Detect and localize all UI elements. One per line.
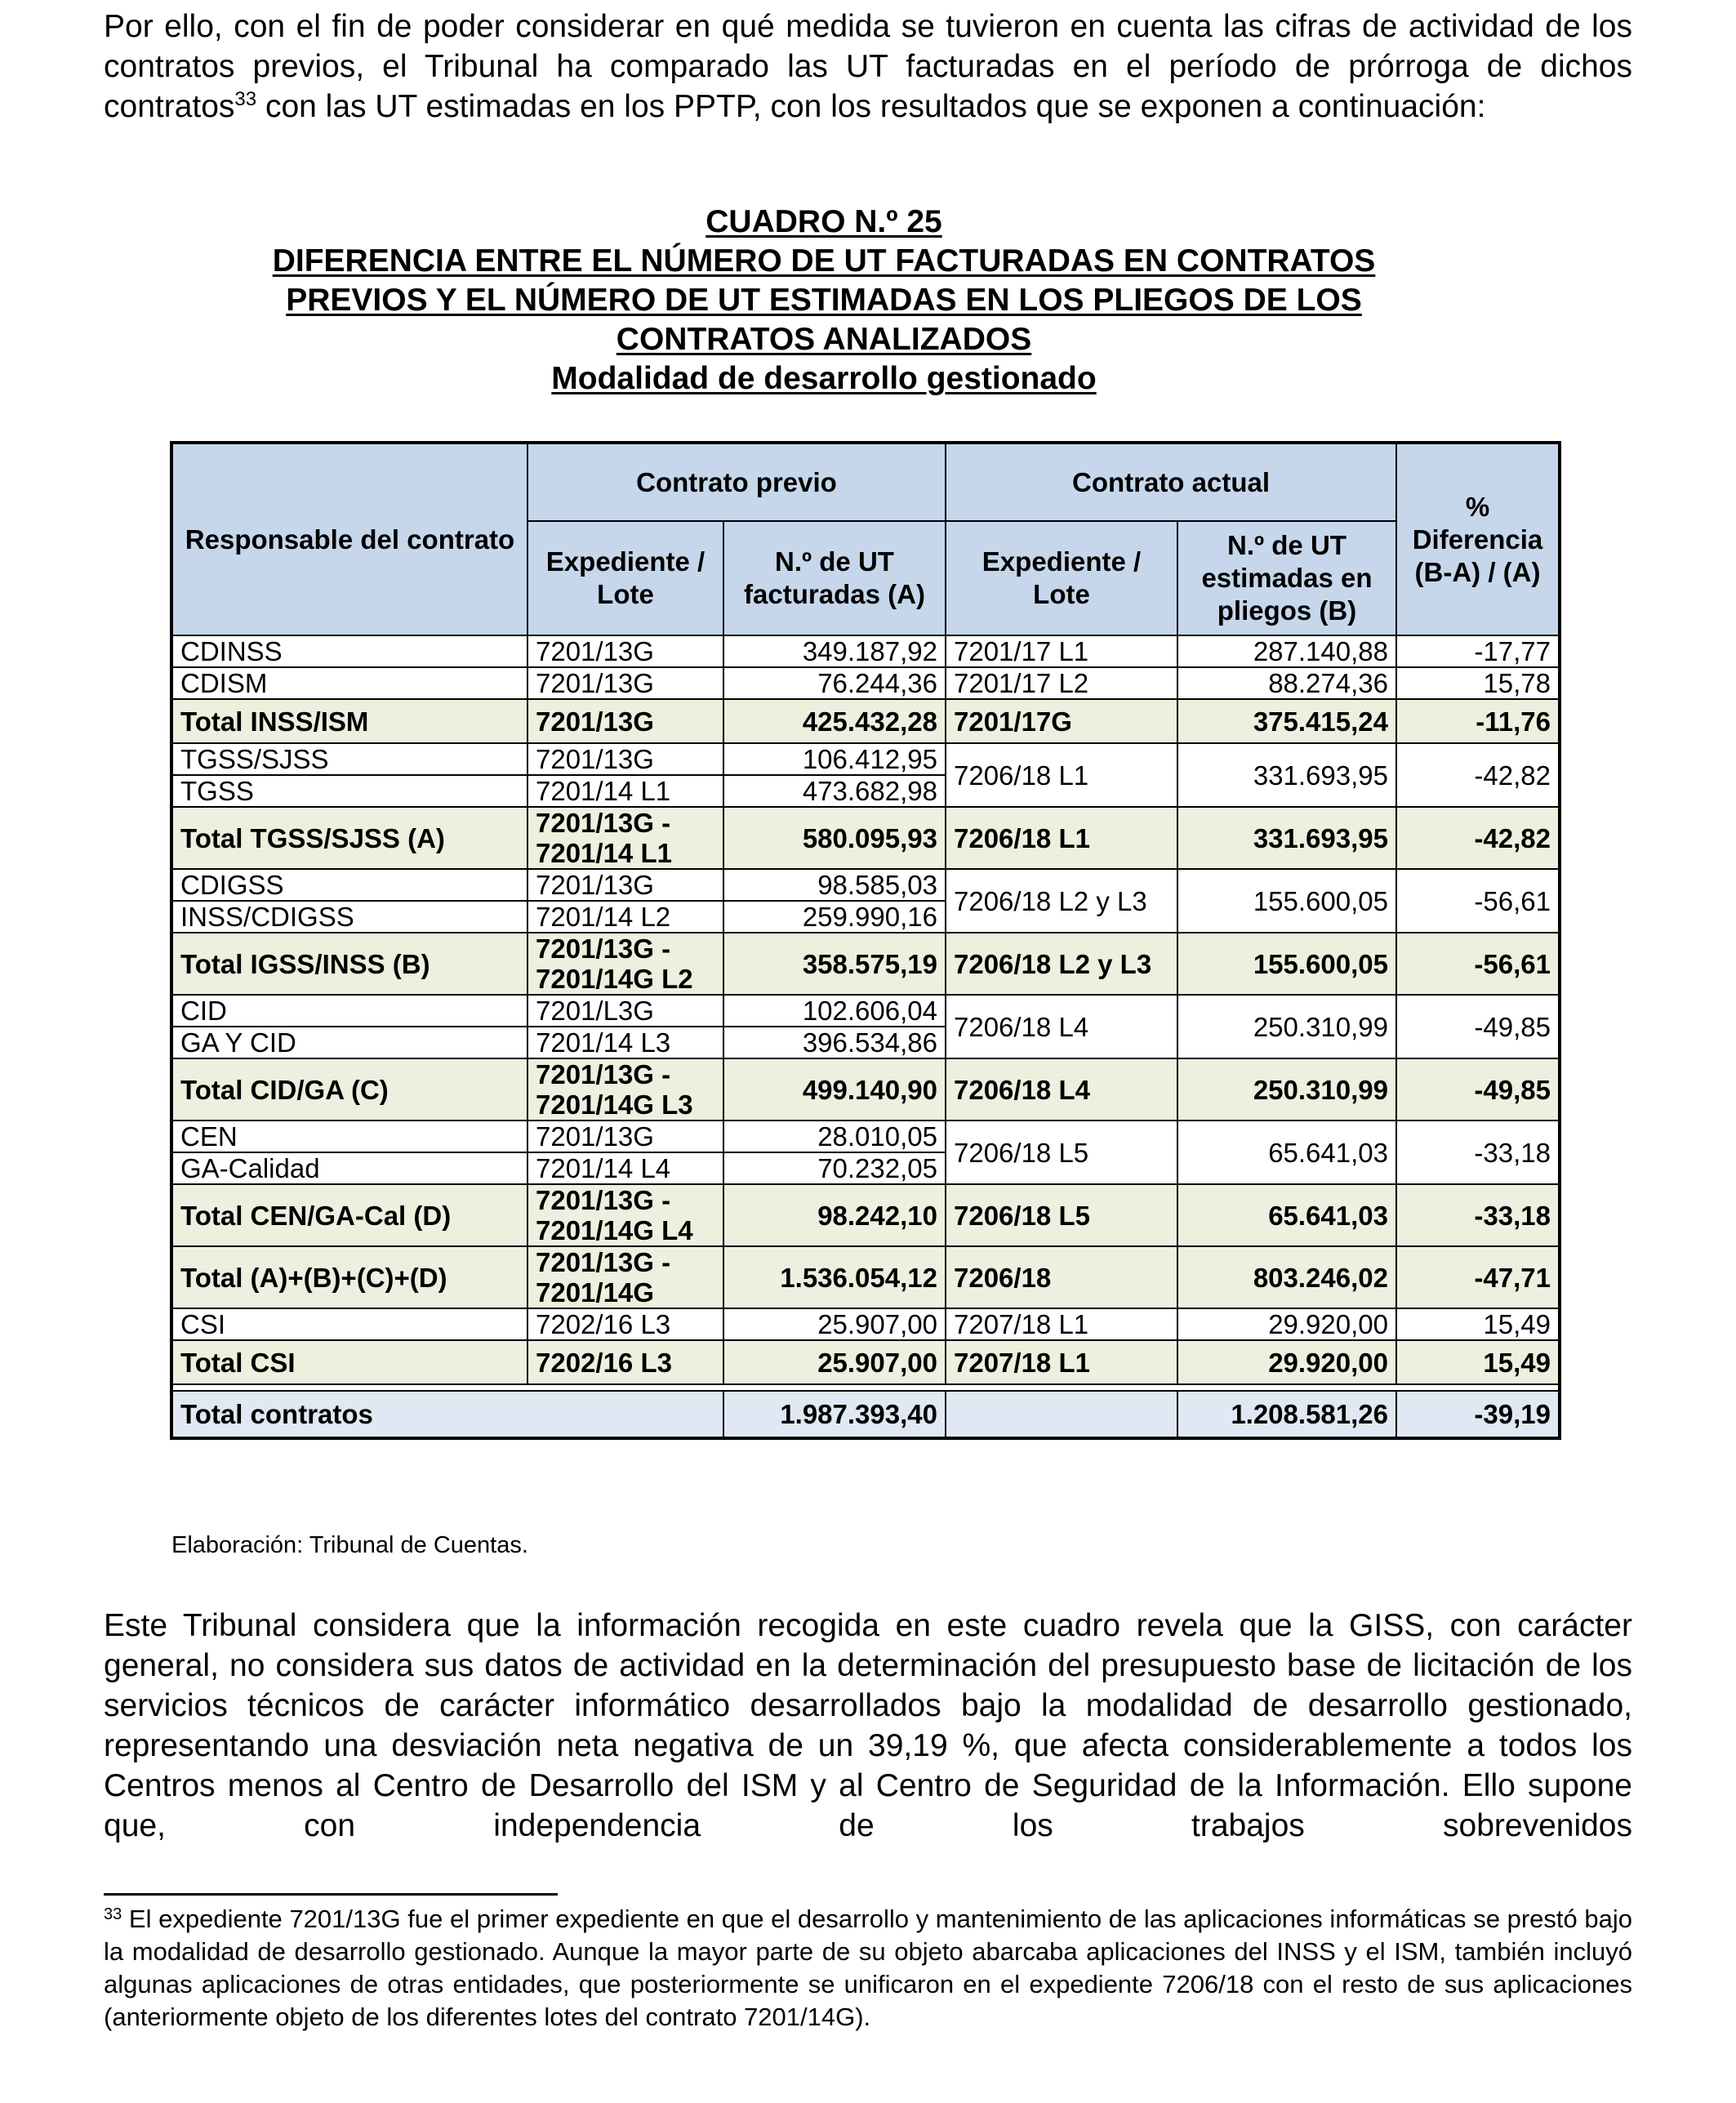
cell-ut-b: 331.693,95	[1177, 743, 1396, 807]
cell-expediente: 7201/13G	[527, 743, 723, 775]
cell-expediente: 7201/13G	[527, 667, 723, 699]
table-row	[171, 635, 1560, 667]
footnote-number: 33	[104, 1905, 122, 1923]
cell-responsable: Total (A)+(B)+(C)+(D)	[171, 1246, 527, 1308]
table-separator	[171, 1384, 1560, 1391]
cell-diferencia: -49,85	[1396, 1058, 1560, 1121]
cell-diferencia: -49,85	[1396, 995, 1560, 1058]
cell-responsable: CID	[171, 995, 527, 1027]
cell-responsable: Total contratos	[171, 1391, 723, 1438]
cell-expediente-b: 7206/18 L1	[946, 807, 1177, 869]
cell-ut-a: 473.682,98	[723, 775, 946, 807]
footnote-text: El expediente 7201/13G fue el primer expediente en que el desarrollo y mantenimiento de las aplicaciones informáticas se prestó bajo la modalidad de desarrollo gestionado. Aunque la mayor parte de su objeto abarcaba aplicaciones del INSS y el ISM, también incluyó algunas aplicaciones de otras entidades, que posteriormente se unificaron en el expediente 7206/18 con el resto de sus aplicaciones (anteriormente objeto de los diferentes lotes del contrato 7201/14G).	[104, 1905, 1632, 2031]
cell-responsable: Total CEN/GA-Cal (D)	[171, 1184, 527, 1246]
cell-diferencia: -39,19	[1396, 1391, 1560, 1438]
cell-diferencia: -33,18	[1396, 1121, 1560, 1184]
cell-expediente-b: 7206/18	[946, 1246, 1177, 1308]
cell-ut-a: 358.575,19	[723, 933, 946, 995]
cell-ut-b: 65.641,03	[1177, 1184, 1396, 1246]
cell-ut-a: 98.242,10	[723, 1184, 946, 1246]
cell-diferencia: -56,61	[1396, 869, 1560, 933]
table-row	[171, 1121, 1560, 1152]
cell-responsable: Total CID/GA (C)	[171, 1058, 527, 1121]
footnote-ref[interactable]: 33	[234, 88, 257, 110]
cell-responsable: TGSS	[171, 775, 527, 807]
cell-ut-b: 88.274,36	[1177, 667, 1396, 699]
table-row-total	[171, 699, 1560, 743]
table-row-total	[171, 1340, 1560, 1384]
separator-cell	[171, 1384, 1560, 1391]
cell-expediente: 7201/13G	[527, 1121, 723, 1152]
cell-expediente: 7201/13G - 7201/14G L4	[527, 1184, 723, 1246]
cell-expediente: 7201/14 L2	[527, 901, 723, 933]
cell-expediente: 7201/13G	[527, 699, 723, 743]
cell-responsable: Total INSS/ISM	[171, 699, 527, 743]
cell-ut-a: 425.432,28	[723, 699, 946, 743]
cell-ut-a: 28.010,05	[723, 1121, 946, 1152]
table-row-total	[171, 1184, 1560, 1246]
cell-ut-a: 1.987.393,40	[723, 1391, 946, 1438]
cell-expediente-b: 7201/17G	[946, 699, 1177, 743]
data-table-wrapper	[170, 441, 1558, 1440]
table-title-line: CONTRATOS ANALIZADOS	[616, 322, 1032, 357]
table-title-line: PREVIOS Y EL NÚMERO DE UT ESTIMADAS EN LOS PLIEGOS DE LOS	[286, 283, 1362, 318]
table-title	[0, 203, 1648, 399]
cell-diferencia: -17,77	[1396, 635, 1560, 667]
cell-responsable: CDISM	[171, 667, 527, 699]
header-contrato-previo: Contrato previo	[527, 443, 946, 521]
cell-expediente: 7201/13G - 7201/14G L2	[527, 933, 723, 995]
cell-responsable: GA-Calidad	[171, 1152, 527, 1184]
header-ut-estimadas: N.º de UT estimadas en pliegos (B)	[1177, 521, 1396, 635]
cell-responsable: INSS/CDIGSS	[171, 901, 527, 933]
cell-responsable: CSI	[171, 1308, 527, 1340]
cell-expediente-b: 7206/18 L5	[946, 1121, 1177, 1184]
table-subtitle: Modalidad de desarrollo gestionado	[551, 361, 1097, 396]
cell-expediente-b	[946, 1391, 1177, 1438]
cell-expediente: 7201/13G	[527, 635, 723, 667]
cell-responsable: GA Y CID	[171, 1027, 527, 1058]
cell-responsable: CDINSS	[171, 635, 527, 667]
cell-responsable: TGSS/SJSS	[171, 743, 527, 775]
cell-responsable: Total TGSS/SJSS (A)	[171, 807, 527, 869]
cell-expediente: 7201/L3G	[527, 995, 723, 1027]
table-title-line: DIFERENCIA ENTRE EL NÚMERO DE UT FACTURADAS EN CONTRATOS	[272, 243, 1376, 278]
data-table	[170, 441, 1561, 1440]
cell-expediente: 7201/13G - 7201/14G L3	[527, 1058, 723, 1121]
header-contrato-actual: Contrato actual	[946, 443, 1396, 521]
cell-ut-a: 396.534,86	[723, 1027, 946, 1058]
body-paragraph: Este Tribunal considera que la información recogida en este cuadro revela que la GISS, con carácter general, no considera sus datos de actividad en la determinación del presupuesto base de licitación de los servicios técnicos de carácter informático desarrollados bajo la modalidad de desarrollo gestionado, representando una desviación neta negativa de un 39,19 %, que afecta considerablemente a todos los Centros menos al Centro de Desarrollo del ISM y al Centro de Seguridad de la Información. Ello supone que, con independencia de los trabajos sobrevenidos	[104, 1608, 1632, 1843]
cell-expediente: 7201/14 L3	[527, 1027, 723, 1058]
table-row	[171, 869, 1560, 901]
cell-ut-a: 98.585,03	[723, 869, 946, 901]
cell-ut-a: 76.244,36	[723, 667, 946, 699]
cell-ut-b: 1.208.581,26	[1177, 1391, 1396, 1438]
cell-expediente-b: 7201/17 L1	[946, 635, 1177, 667]
source-note: Elaboración: Tribunal de Cuentas.	[171, 1532, 528, 1558]
cell-responsable: CDIGSS	[171, 869, 527, 901]
cell-ut-b: 331.693,95	[1177, 807, 1396, 869]
cell-ut-a: 349.187,92	[723, 635, 946, 667]
header-expediente-previo: Expediente / Lote	[527, 521, 723, 635]
cell-expediente-b: 7206/18 L2 y L3	[946, 933, 1177, 995]
intro-paragraph	[104, 7, 1632, 127]
cell-expediente: 7201/14 L1	[527, 775, 723, 807]
cell-expediente-b: 7206/18 L4	[946, 1058, 1177, 1121]
footnote-divider	[104, 1893, 558, 1896]
header-expediente-actual: Expediente / Lote	[946, 521, 1177, 635]
table-row	[171, 995, 1560, 1027]
cell-ut-a: 1.536.054,12	[723, 1246, 946, 1308]
intro-text-end: con las UT estimadas en los PPTP, con los resultados que se exponen a continuación:	[256, 89, 1486, 124]
cell-diferencia: -47,71	[1396, 1246, 1560, 1308]
cell-expediente-b: 7206/18 L4	[946, 995, 1177, 1058]
cell-responsable: Total CSI	[171, 1340, 527, 1384]
cell-expediente: 7202/16 L3	[527, 1340, 723, 1384]
cell-ut-a: 580.095,93	[723, 807, 946, 869]
cell-expediente-b: 7201/17 L2	[946, 667, 1177, 699]
table-row-total	[171, 1246, 1560, 1308]
cell-diferencia: -11,76	[1396, 699, 1560, 743]
cell-expediente-b: 7207/18 L1	[946, 1340, 1177, 1384]
cell-ut-a: 102.606,04	[723, 995, 946, 1027]
cell-expediente: 7201/13G - 7201/14G	[527, 1246, 723, 1308]
table-row-total	[171, 807, 1560, 869]
cell-responsable: CEN	[171, 1121, 527, 1152]
intro-text: Por ello, con el fin de poder considerar en qué medida se tuvieron en cuenta las cifras de actividad de los contratos previos, el Tribunal ha comparado las UT facturadas en el período de prórroga de dichos contratos	[104, 9, 1632, 124]
cell-diferencia: -42,82	[1396, 743, 1560, 807]
header-responsable: Responsable del contrato	[171, 443, 527, 635]
table-row-total	[171, 1058, 1560, 1121]
cell-ut-b: 155.600,05	[1177, 869, 1396, 933]
cell-ut-b: 155.600,05	[1177, 933, 1396, 995]
table-row	[171, 667, 1560, 699]
cell-diferencia: 15,49	[1396, 1308, 1560, 1340]
cell-ut-b: 29.920,00	[1177, 1308, 1396, 1340]
cell-expediente: 7201/13G	[527, 869, 723, 901]
cell-ut-b: 375.415,24	[1177, 699, 1396, 743]
cell-ut-b: 65.641,03	[1177, 1121, 1396, 1184]
cell-expediente-b: 7207/18 L1	[946, 1308, 1177, 1340]
cell-diferencia: 15,78	[1396, 667, 1560, 699]
cell-ut-a: 25.907,00	[723, 1308, 946, 1340]
cell-expediente-b: 7206/18 L2 y L3	[946, 869, 1177, 933]
cell-ut-b: 287.140,88	[1177, 635, 1396, 667]
cell-expediente: 7201/14 L4	[527, 1152, 723, 1184]
cell-expediente: 7202/16 L3	[527, 1308, 723, 1340]
cell-ut-a: 70.232,05	[723, 1152, 946, 1184]
cell-diferencia: -42,82	[1396, 807, 1560, 869]
cell-ut-b: 803.246,02	[1177, 1246, 1396, 1308]
table-row-total	[171, 933, 1560, 995]
cell-ut-b: 29.920,00	[1177, 1340, 1396, 1384]
cell-responsable: Total IGSS/INSS (B)	[171, 933, 527, 995]
cell-ut-a: 25.907,00	[723, 1340, 946, 1384]
cell-ut-b: 250.310,99	[1177, 995, 1396, 1058]
footnote	[104, 1903, 1632, 2034]
cell-diferencia: 15,49	[1396, 1340, 1560, 1384]
cell-ut-a: 259.990,16	[723, 901, 946, 933]
header-diferencia: % Diferencia (B-A) / (A)	[1396, 443, 1560, 635]
cell-ut-a: 106.412,95	[723, 743, 946, 775]
cell-expediente-b: 7206/18 L5	[946, 1184, 1177, 1246]
table-row-grand-total	[171, 1391, 1560, 1438]
header-ut-facturadas: N.º de UT facturadas (A)	[723, 521, 946, 635]
cell-ut-a: 499.140,90	[723, 1058, 946, 1121]
cell-diferencia: -56,61	[1396, 933, 1560, 995]
table-row	[171, 743, 1560, 775]
cell-expediente: 7201/13G - 7201/14 L1	[527, 807, 723, 869]
cell-expediente-b: 7206/18 L1	[946, 743, 1177, 807]
table-number: CUADRO N.º 25	[706, 204, 942, 239]
cell-ut-b: 250.310,99	[1177, 1058, 1396, 1121]
cell-diferencia: -33,18	[1396, 1184, 1560, 1246]
table-row	[171, 1308, 1560, 1340]
